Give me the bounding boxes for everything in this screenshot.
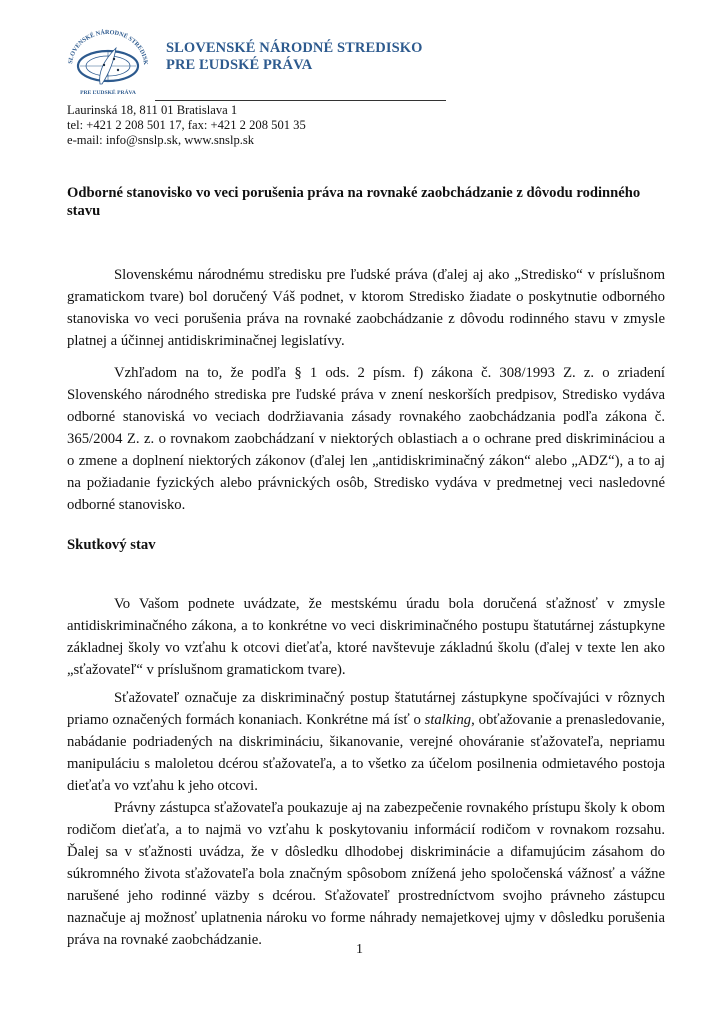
organization-name-line1: SLOVENSKÉ NÁRODNÉ STREDISKO	[166, 40, 423, 56]
facts-paragraph-2-text-a: Sťažovateľ označuje za diskriminačný postup štatutárnej zástupkyne spočívajúci v rôznych priamo označených formách konaniach. Konkrétne má ísť o	[67, 690, 665, 728]
logo-ring-text: SLOVENSKÉ NÁRODNÉ STREDISK	[67, 28, 150, 66]
section-heading: Skutkový stav	[67, 537, 156, 553]
contact-block	[67, 103, 306, 148]
intro-paragraph-text: Slovenskému národnému stredisku pre ľudské práva (ďalej aj ako „Stredisko“ v príslušnom gramatickom tvare) bol doručený Váš podnet, v ktorom Stredisko žiadate o poskytnutie odborného stanoviska vo veci porušenia práva na rovnaké zaobchádzanie z dôvodu rodinného stavu v zmysle platnej a účinnej antidiskriminačnej legislatívy.	[67, 267, 665, 349]
facts-paragraph-3-text: Právny zástupca sťažovateľa poukazuje aj na zabezpečenie rovnakého prístupu školy k obom rodičom dieťaťa, a to najmä vo vzťahu k poskytovaniu informácií rodičom v rovnakom rozsahu. Ďalej sa v sťažnosti uvádza, že v dôsledku dlhodobej diskriminácie a difamujúcim zásahom do súkromného života sťažovateľa bola značným spôsobom znížená jeho spoločenská vážnosť a vážne narušené jeho rodinné väzby s dcérou. Sťažovateľ prostredníctvom svojho právneho zástupcu naznačuje aj možnosť uplatnenia nároku vo forme náhrady nemajetkovej ujmy v dôsledku porušenia práva na rovnaké zaobchádzanie.	[67, 800, 665, 948]
facts-paragraph-2	[67, 687, 665, 797]
address: Laurinská 18, 811 01 Bratislava 1	[67, 103, 238, 117]
globe-emblem-icon	[58, 22, 158, 98]
legal-basis-paragraph-text: Vzhľadom na to, že podľa § 1 ods. 2 písm. f) zákona č. 308/1993 Z. z. o zriadení Slovenského národného strediska pre ľudské práva v znení neskorších predpisov, Stredisko vydáva odborné stanoviská vo veciach dodržiavania zásady rovnakého zaobchádzania podľa zákona č. 365/2004 Z. z. o rovnakom zaobchádzaní v niektorých oblastiach a o ochrane pred diskrimináciou a o zmene a doplnení niektorých zákonov (ďalej len „antidiskriminačný zákon“ alebo „ADZ“), a to aj na požiadanie fyzických alebo právnických osôb, Stredisko vydáva v predmetnej veci nasledovné odborné stanovisko.	[67, 365, 665, 513]
logo-bottom-text: PRE ĽUDSKÉ PRÁVA	[80, 90, 136, 96]
document-title: Odborné stanovisko vo veci porušenia práva na rovnaké zaobchádzanie z dôvodu rodinného stavu	[67, 185, 641, 219]
organization-logo	[58, 22, 158, 98]
intro-paragraph	[67, 264, 665, 352]
facts-paragraph-2-text-b: , obťažovanie a prenasledovanie, nabádanie podriadených na diskrimináciu, šikanovanie, verejné ohováranie sťažovateľa, nepriamu manipuláciu s maloletou dcérou sťažovateľa, a to všetko za účelom posilnenia odmietavého postoja dieťaťa vo vzťahu k jeho otcovi.	[67, 712, 665, 794]
facts-paragraph-2-italic: stalking	[424, 712, 472, 728]
page-number: 1	[356, 942, 363, 957]
facts-paragraph-3	[67, 797, 665, 951]
email-web: e-mail: info@snslp.sk, www.snslp.sk	[67, 133, 255, 147]
legal-basis-paragraph	[67, 362, 665, 516]
letterhead-divider	[155, 100, 446, 101]
facts-paragraph-1-text: Vo Vašom podnete uvádzate, že mestskému úradu bola doručená sťažnosť v zmysle antidiskriminačného zákona, a to konkrétne vo veci diskriminačného postupu štatutárnej zástupkyne základnej školy vo vzťahu k otcovi dieťaťa, ktoré navštevuje základnú školu (ďalej v texte len ako „sťažovateľ“ v príslušnom gramatickom tvare).	[67, 596, 665, 678]
organization-name	[166, 40, 423, 74]
phone-fax: tel: +421 2 208 501 17, fax: +421 2 208 501 35	[67, 118, 306, 132]
facts-paragraph-1	[67, 593, 665, 681]
organization-name-line2: PRE ĽUDSKÉ PRÁVA	[166, 57, 313, 73]
